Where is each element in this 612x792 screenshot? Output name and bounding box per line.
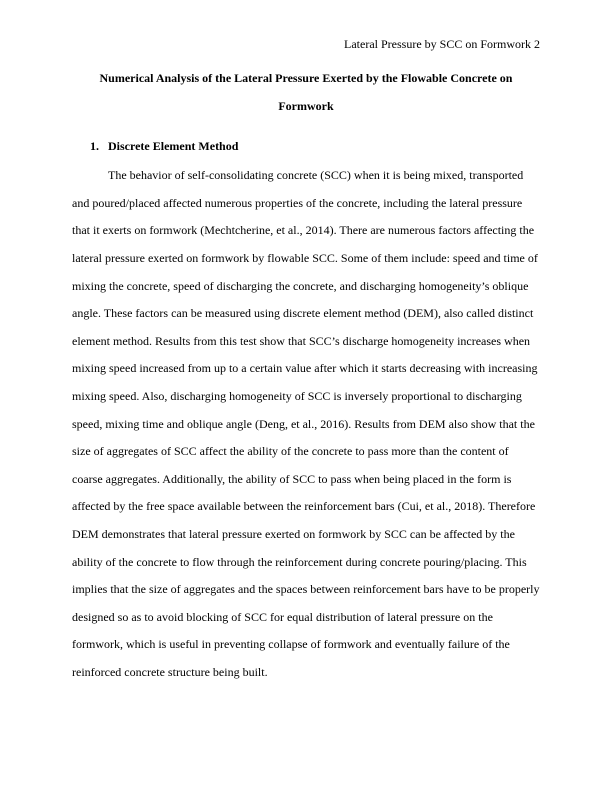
paragraph-line: lateral pressure exerted on formwork by flowable SCC. Some of them include: speed and time of — [72, 251, 538, 265]
paragraph-line: and poured/placed affected numerous properties of the concrete, including the lateral pressure — [72, 196, 523, 210]
section-heading-text: Discrete Element Method — [108, 139, 239, 153]
paragraph-line: DEM demonstrates that lateral pressure exerted on formwork by SCC can be affected by the — [72, 527, 515, 541]
document-title-line-2: Formwork — [278, 99, 334, 113]
paragraph-line: ability of the concrete to flow through the reinforcement during concrete pouring/placing. This — [72, 555, 527, 569]
paragraph-line: coarse aggregates. Additionally, the ability of SCC to pass when being placed in the form is — [72, 472, 512, 486]
paragraph-line: formwork, which is useful in preventing collapse of formwork and eventually failure of the — [72, 637, 510, 651]
paragraph-line: implies that the size of aggregates and the spaces between reinforcement bars have to be properly — [72, 582, 540, 596]
paragraph-line: designed so as to avoid blocking of SCC for equal distribution of lateral pressure on the — [72, 610, 493, 624]
section-number: 1. — [90, 139, 99, 153]
running-header: Lateral Pressure by SCC on Formwork 2 — [344, 37, 540, 51]
paragraph-line: mixing speed. Also, discharging homogeneity of SCC is inversely proportional to discharging — [72, 389, 522, 403]
paragraph-line: element method. Results from this test show that SCC’s discharge homogeneity increases when — [72, 334, 531, 348]
paragraph-line: affected by the free space available between the reinforcement bars (Cui, et al., 2018). Therefore — [72, 499, 536, 513]
paragraph-line: speed, mixing time and oblique angle (Deng, et al., 2016). Results from DEM also show that the — [72, 417, 535, 431]
document-title-line-1: Numerical Analysis of the Lateral Pressure Exerted by the Flowable Concrete on — [99, 71, 513, 85]
paragraph-line: mixing the concrete, speed of discharging the concrete, and discharging homogeneity’s oblique — [72, 279, 529, 293]
paragraph-line: that it exerts on formwork (Mechtcherine, et al., 2014). There are numerous factors affecting the — [72, 223, 535, 237]
section-heading — [90, 138, 238, 154]
paragraph-line: angle. These factors can be measured using discrete element method (DEM), also called distinct — [72, 306, 534, 320]
paragraph-line: size of aggregates of SCC affect the ability of the concrete to pass more than the content of — [72, 444, 509, 458]
paragraph-line: The behavior of self-consolidating concrete (SCC) when it is being mixed, transported — [108, 168, 524, 182]
paragraph-line: reinforced concrete structure being built. — [72, 665, 268, 679]
paragraph-line: mixing speed increased from up to a certain value after which it starts decreasing with increasing — [72, 361, 538, 375]
